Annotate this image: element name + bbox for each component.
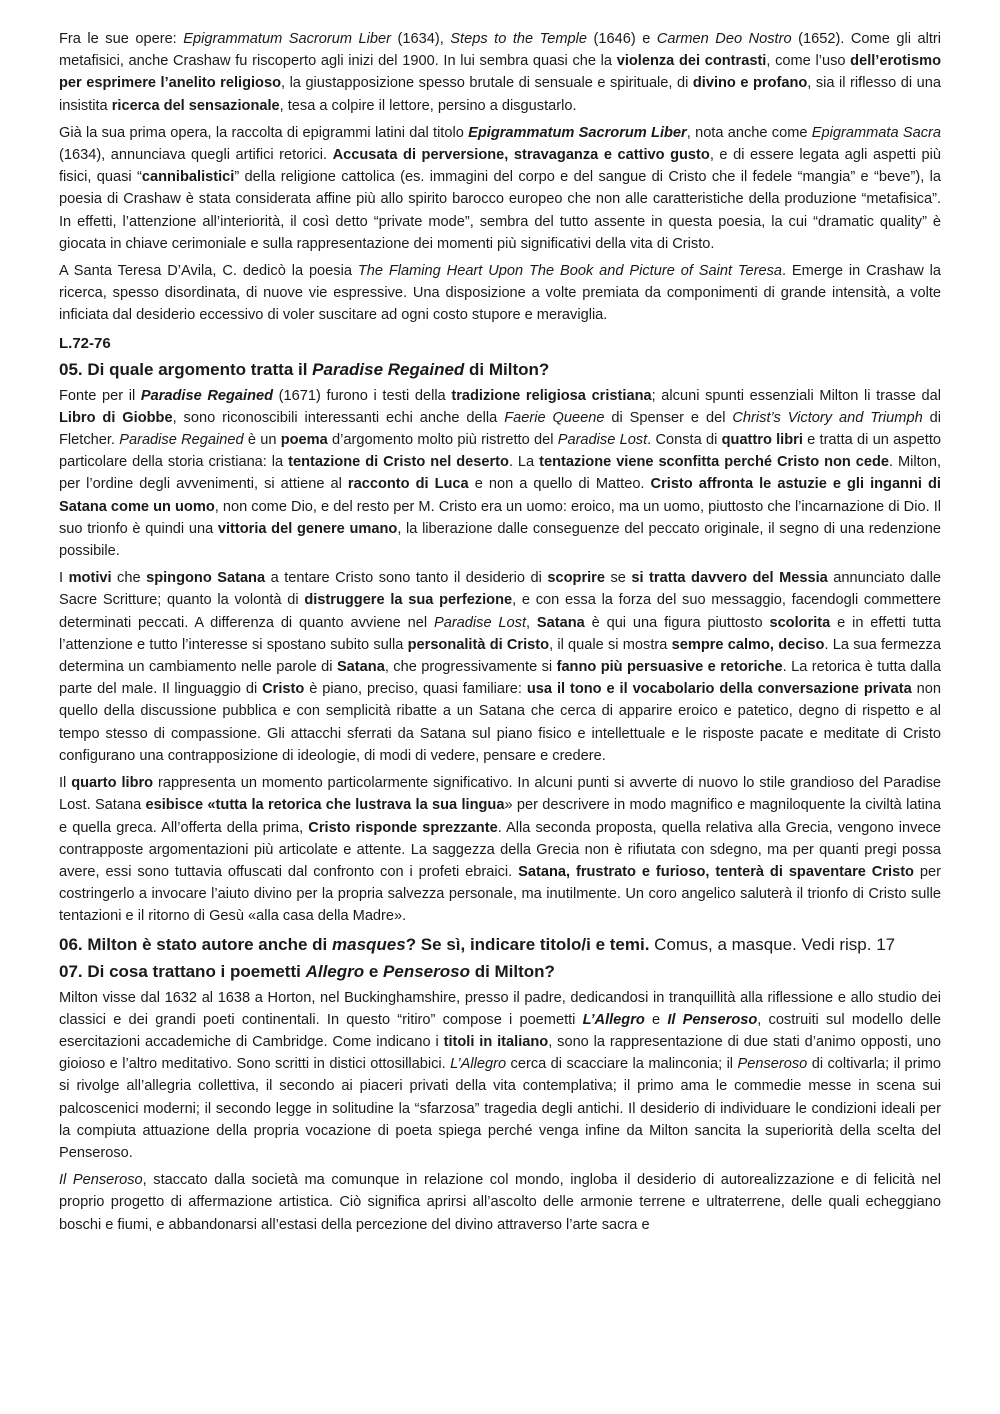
text-run: Christ’s Victory and Triumph — [732, 409, 923, 426]
text-run: . Alla seconda proposta, quella relativa alla Grecia, vengono invece contrapposte argomentazioni più articolate e attente. La saggezza della Grecia non è rifiutata con sdegno, ma per quanti pregi possa avere, essi sono tuttavia offuscati dal confronto con i profeti ebraici. — [59, 819, 941, 880]
text-run: Cristo affronta le astuzie e gli inganni di Satana come un uomo — [59, 476, 941, 515]
text-run: Epigrammatum Sacrorum Liber — [183, 31, 391, 47]
text-run: motivi — [68, 570, 112, 587]
text-run: , e di essere legata agli aspetti più fisici, quasi “ — [59, 147, 941, 186]
text-run: dell’erotismo per esprimere l’anelito religioso — [59, 53, 941, 92]
text-run: Paradise Lost — [433, 614, 526, 631]
text-run: . Milton, per l’ordine degli avvenimenti, si attiene al — [59, 454, 942, 493]
text-run: divino e profano — [692, 75, 808, 92]
text-run: I — [59, 570, 69, 587]
document-page — [59, 28, 941, 1241]
text-run: , tesa a colpire il lettore, persino a disgustarlo. — [279, 97, 577, 114]
text-run: Paradise Regained — [119, 432, 244, 449]
heading-ref-l72 — [59, 332, 941, 356]
text-run: tentazione viene sconfitta perché Cristo non cede — [539, 454, 890, 471]
text-run: , — [526, 614, 537, 631]
text-run: 07. Di cosa trattano i poemetti — [59, 961, 306, 981]
text-run: . La retorica è tutta dalla parte del male. Il linguaggio di — [59, 659, 941, 698]
paragraph-crashaw-1 — [59, 28, 941, 117]
text-run: Satana, frustrato e furioso, tenterà di spaventare Cristo — [518, 863, 914, 880]
text-run: di Milton? — [469, 961, 555, 981]
heading-q05 — [59, 358, 941, 382]
paragraph-pr-2 — [59, 567, 941, 767]
text-run: titoli in italiano — [443, 1033, 549, 1050]
text-run: Il Penseroso — [59, 1172, 143, 1189]
text-run: . La sua fermezza determina un cambiamento nelle parole di — [59, 636, 941, 676]
text-run: Già la sua prima opera, la raccolta di epigrammi latini dal titolo — [59, 124, 469, 141]
text-run: poema — [280, 432, 328, 449]
text-run: Il Penseroso — [667, 1011, 758, 1028]
text-run: , costruiti sul modello delle esercitazioni accademiche di Cambridge. Come indicano i — [59, 1011, 941, 1050]
text-run: che — [111, 570, 147, 587]
text-run: personalità di Cristo — [407, 636, 550, 653]
text-run: fanno più persuasive e retoriche — [556, 659, 783, 676]
text-run: di Spenser e del — [604, 409, 733, 426]
text-run: , il quale si mostra — [549, 636, 672, 653]
text-run: quarto libro — [71, 775, 154, 792]
text-run: Libro di Giobbe — [59, 409, 173, 426]
text-run: cannibalistici — [141, 169, 235, 186]
text-run: Comus, a masque. Vedi risp. 17 — [649, 934, 896, 954]
text-run: Steps to the Temple — [450, 31, 587, 47]
paragraph-crashaw-2 — [59, 122, 941, 255]
text-run: ? Se sì, indicare titolo/i e temi. — [405, 934, 650, 954]
text-run: tradizione religiosa cristiana — [451, 387, 652, 404]
text-run: quattro libri — [721, 432, 803, 449]
text-run: , e con essa la forza del suo messaggio, facendogli commettere determinati peccati. A differenza di quanto avviene nel — [59, 592, 941, 631]
text-run: tentazione di Cristo nel deserto — [288, 454, 509, 471]
text-run: Penseroso — [383, 961, 470, 981]
paragraph-ap-1 — [59, 987, 941, 1165]
text-run: Satana — [336, 659, 385, 676]
text-run: e — [644, 1011, 668, 1028]
text-run: . Consta di — [647, 432, 722, 449]
text-run: Fra le sue opere: — [59, 31, 184, 47]
text-run: Faerie Queene — [504, 409, 605, 426]
text-run: Cristo — [262, 681, 305, 698]
text-run: ; alcuni spunti essenziali Milton li trasse dal — [651, 387, 941, 404]
text-run: violenza dei contrasti — [616, 53, 767, 70]
text-run: Epigrammatum Sacrorum Liber — [468, 124, 687, 141]
text-run: se — [604, 570, 632, 587]
text-run: racconto di Luca — [347, 476, 469, 493]
text-run: a tentare Cristo sono tanto il desiderio di — [265, 570, 548, 587]
text-run: L’Allegro — [450, 1056, 507, 1073]
text-run: e in effetti tutta l’attenzione e tutto l’interesse si spostano subito sulla — [59, 614, 941, 653]
text-run: Accusata di perversione, stravaganza e cattivo gusto — [332, 147, 710, 164]
text-run: , nota anche come — [686, 124, 812, 141]
text-run: usa il tono e il vocabolario della conversazione privata — [526, 681, 912, 698]
heading-q07 — [59, 960, 941, 984]
text-run: Epigrammata Sacra — [811, 124, 941, 141]
text-run: , la giustapposizione spesso brutale di sensuale e spirituale, di — [281, 75, 693, 92]
text-run: 05. Di quale argomento tratta il — [59, 359, 313, 379]
text-run: Cristo risponde sprezzante — [308, 819, 498, 836]
text-run: , sia il riflesso di una insistita — [59, 75, 942, 114]
text-run: distruggere la sua perfezione — [304, 592, 513, 609]
text-run: L’Allegro — [582, 1011, 645, 1028]
text-run: Carmen Deo Nostro — [656, 31, 792, 47]
text-run: A Santa Teresa D’Avila, C. dedicò la poesia — [59, 263, 358, 280]
text-run: Penseroso — [737, 1056, 808, 1073]
paragraph-pr-3 — [59, 772, 941, 927]
paragraph-pr-1 — [59, 385, 941, 563]
text-run: esibisce «tutta la retorica che lustrava la sua lingua — [145, 797, 505, 814]
text-run: Paradise Regained — [140, 387, 274, 404]
text-run: sempre calmo, deciso — [671, 636, 825, 653]
text-run: d’argomento molto più ristretto del — [327, 432, 558, 449]
text-run: (1671) furono i testi della — [273, 387, 452, 404]
text-run: , che progressivamente si — [384, 659, 557, 676]
paragraph-crashaw-3 — [59, 260, 941, 327]
text-run: annunciato dalle Sacre Scritture; quanto la volontà di — [59, 570, 942, 609]
text-run: , sono la rappresentazione di due stati d’animo opposti, uno gioioso e l’altro meditativo. Sono scritti in distici ottosillabici. — [59, 1033, 942, 1073]
text-run: Satana — [536, 614, 585, 631]
text-run: spingono Satana — [146, 570, 266, 587]
text-run: di Milton? — [464, 359, 550, 379]
text-run: Paradise Regained — [312, 359, 465, 379]
text-run: Paradise Lost — [557, 432, 648, 449]
text-run: non quello della discussione pubblica e con semplicità ribatte a un Satana che cerca di apparire eroico e patetico, degno di rispetto e al tempo stesso di compassione. Gli attacchi sferrati da Satana sul piano fisico e intellettuale e le risposte pacate e meditate di Cristo configurano una contrapposizione di ideologie, di modi di vedere, pensare e credere. — [59, 681, 942, 764]
text-run: è piano, preciso, quasi familiare: — [304, 681, 527, 698]
text-run: masques — [332, 934, 406, 954]
text-run: » per descrivere in modo magnifico e magniloquente la civiltà latina e quella greca. All’offerta della prima, — [59, 797, 941, 836]
text-run: L.72-76 — [59, 334, 111, 352]
text-run: , come l’uso — [766, 53, 851, 70]
text-run: e — [364, 961, 384, 981]
text-run: . Emerge in Crashaw la ricerca, spesso disordinata, di nuove vie espressive. Una disposizione a volte premiata da componimenti di grande intensità, a volte inficiata dal desiderio eccessivo di voler suscitare ad ogni costo stupore e meraviglia. — [59, 263, 941, 324]
text-run: è un — [243, 432, 281, 449]
text-run: , la liberazione dalle conseguenze del peccato originale, il segno di una redenzione possibile. — [59, 520, 941, 560]
text-run: Il — [59, 775, 72, 792]
text-run: e non a quello di Matteo. — [468, 476, 651, 493]
text-run: , sono riconoscibili interessanti echi anche della — [172, 409, 505, 426]
heading-q06 — [59, 933, 941, 957]
text-run: vittoria del genere umano — [217, 520, 398, 537]
text-run: scoprire — [547, 570, 605, 587]
text-run: , non come Dio, e del resto per M. Cristo era un uomo: eroico, ma un uomo, piuttosto che l’incarnazione di Dio. Il suo trionfo è quindi una — [59, 498, 941, 537]
text-run: ” della religione cattolica (es. immagini del corpo e del sangue di Cristo che il fedele “mangia” e “beve”), la poesia di Crashaw è stata considerata affine più allo spirito barocco europeo che non alle caratteristiche della produzione “metafisica”. In effetti, l’attenzione all’interiorità, il così detto “private mode”, sembra del tutto assente in questa poesia, la cui “dramatic quality” è giocata in chiave cerimoniale e sulla rappresentazione dei momenti più significativi della vita di Cristo. — [59, 169, 942, 252]
text-run: di coltivarla; il primo si rivolge all’allegria collettiva, il secondo ai piaceri privati della vita contemplativa; il primo ama le commedie messe in scena sui palcoscenici moderni; il secondo legge in solitudine la “sfarzosa” tragedia degli antichi. Il desiderio di individuare le condizioni ideali per la compiuta attuazione della propria vocazione di poeta spiega perché venga infine da Milton sancita la superiorità della scelta del Penseroso. — [59, 1056, 941, 1161]
text-run: Fonte per il — [59, 387, 141, 404]
text-run: si tratta davvero del Messia — [631, 570, 828, 587]
text-run: rappresenta un momento particolarmente significativo. In alcuni punti si avverte di nuovo lo stile grandioso del Paradise Lost. Satana — [59, 775, 941, 814]
text-run: e tratta di un aspetto particolare della storia cristiana: la — [59, 432, 942, 471]
text-run: (1652). Come gli altri metafisici, anche Crashaw fu riscoperto agli inizi del 1900. In lui sembra quasi che la — [59, 31, 941, 70]
text-run: (1634), annunciava quegli artifici retorici. — [59, 147, 333, 164]
text-run: ricerca del sensazionale — [111, 97, 280, 114]
text-run: The Flaming Heart Upon The Book and Picture of Saint Teresa — [357, 263, 782, 280]
text-run: , staccato dalla società ma comunque in relazione col mondo, ingloba il desiderio di autorealizzazione e di felicità nel proprio progetto di affermazione artistica. Ciò significa aprirsi all’ascolto delle armonie terrene e ultraterrene, delle quali echeggiano boschi e fiumi, e abbandonarsi all’estasi della percezione del divino attraverso l’arte sacra e — [59, 1172, 941, 1233]
text-run: (1646) e — [586, 31, 657, 47]
text-run: Milton visse dal 1632 al 1638 a Horton, nel Buckinghamshire, presso il padre, dedicandosi in tranquillità alla riflessione e allo studio dei classici e dei grandi poeti continentali. In questo “ritiro” compose i poemetti — [59, 989, 941, 1028]
text-run: 06. Milton è stato autore anche di — [59, 934, 332, 954]
text-run: cerca di scacciare la malinconia; il — [506, 1056, 738, 1073]
paragraph-ap-2 — [59, 1169, 941, 1236]
text-run: per costringerlo a invocare l’aiuto divino per la propria salvezza personale, ma inutilmente. Un coro angelico saluterà il trionfo di Cristo sulle tentazioni e il ritorno di Gesù «alla casa della Madre». — [59, 863, 941, 925]
text-run: scolorita — [769, 614, 831, 631]
text-run: . La — [508, 454, 540, 471]
text-run: di Fletcher. — [59, 409, 941, 449]
text-run: (1634), — [391, 31, 451, 47]
text-run: è qui una figura piuttosto — [584, 614, 770, 631]
text-run: Allegro — [305, 961, 365, 981]
